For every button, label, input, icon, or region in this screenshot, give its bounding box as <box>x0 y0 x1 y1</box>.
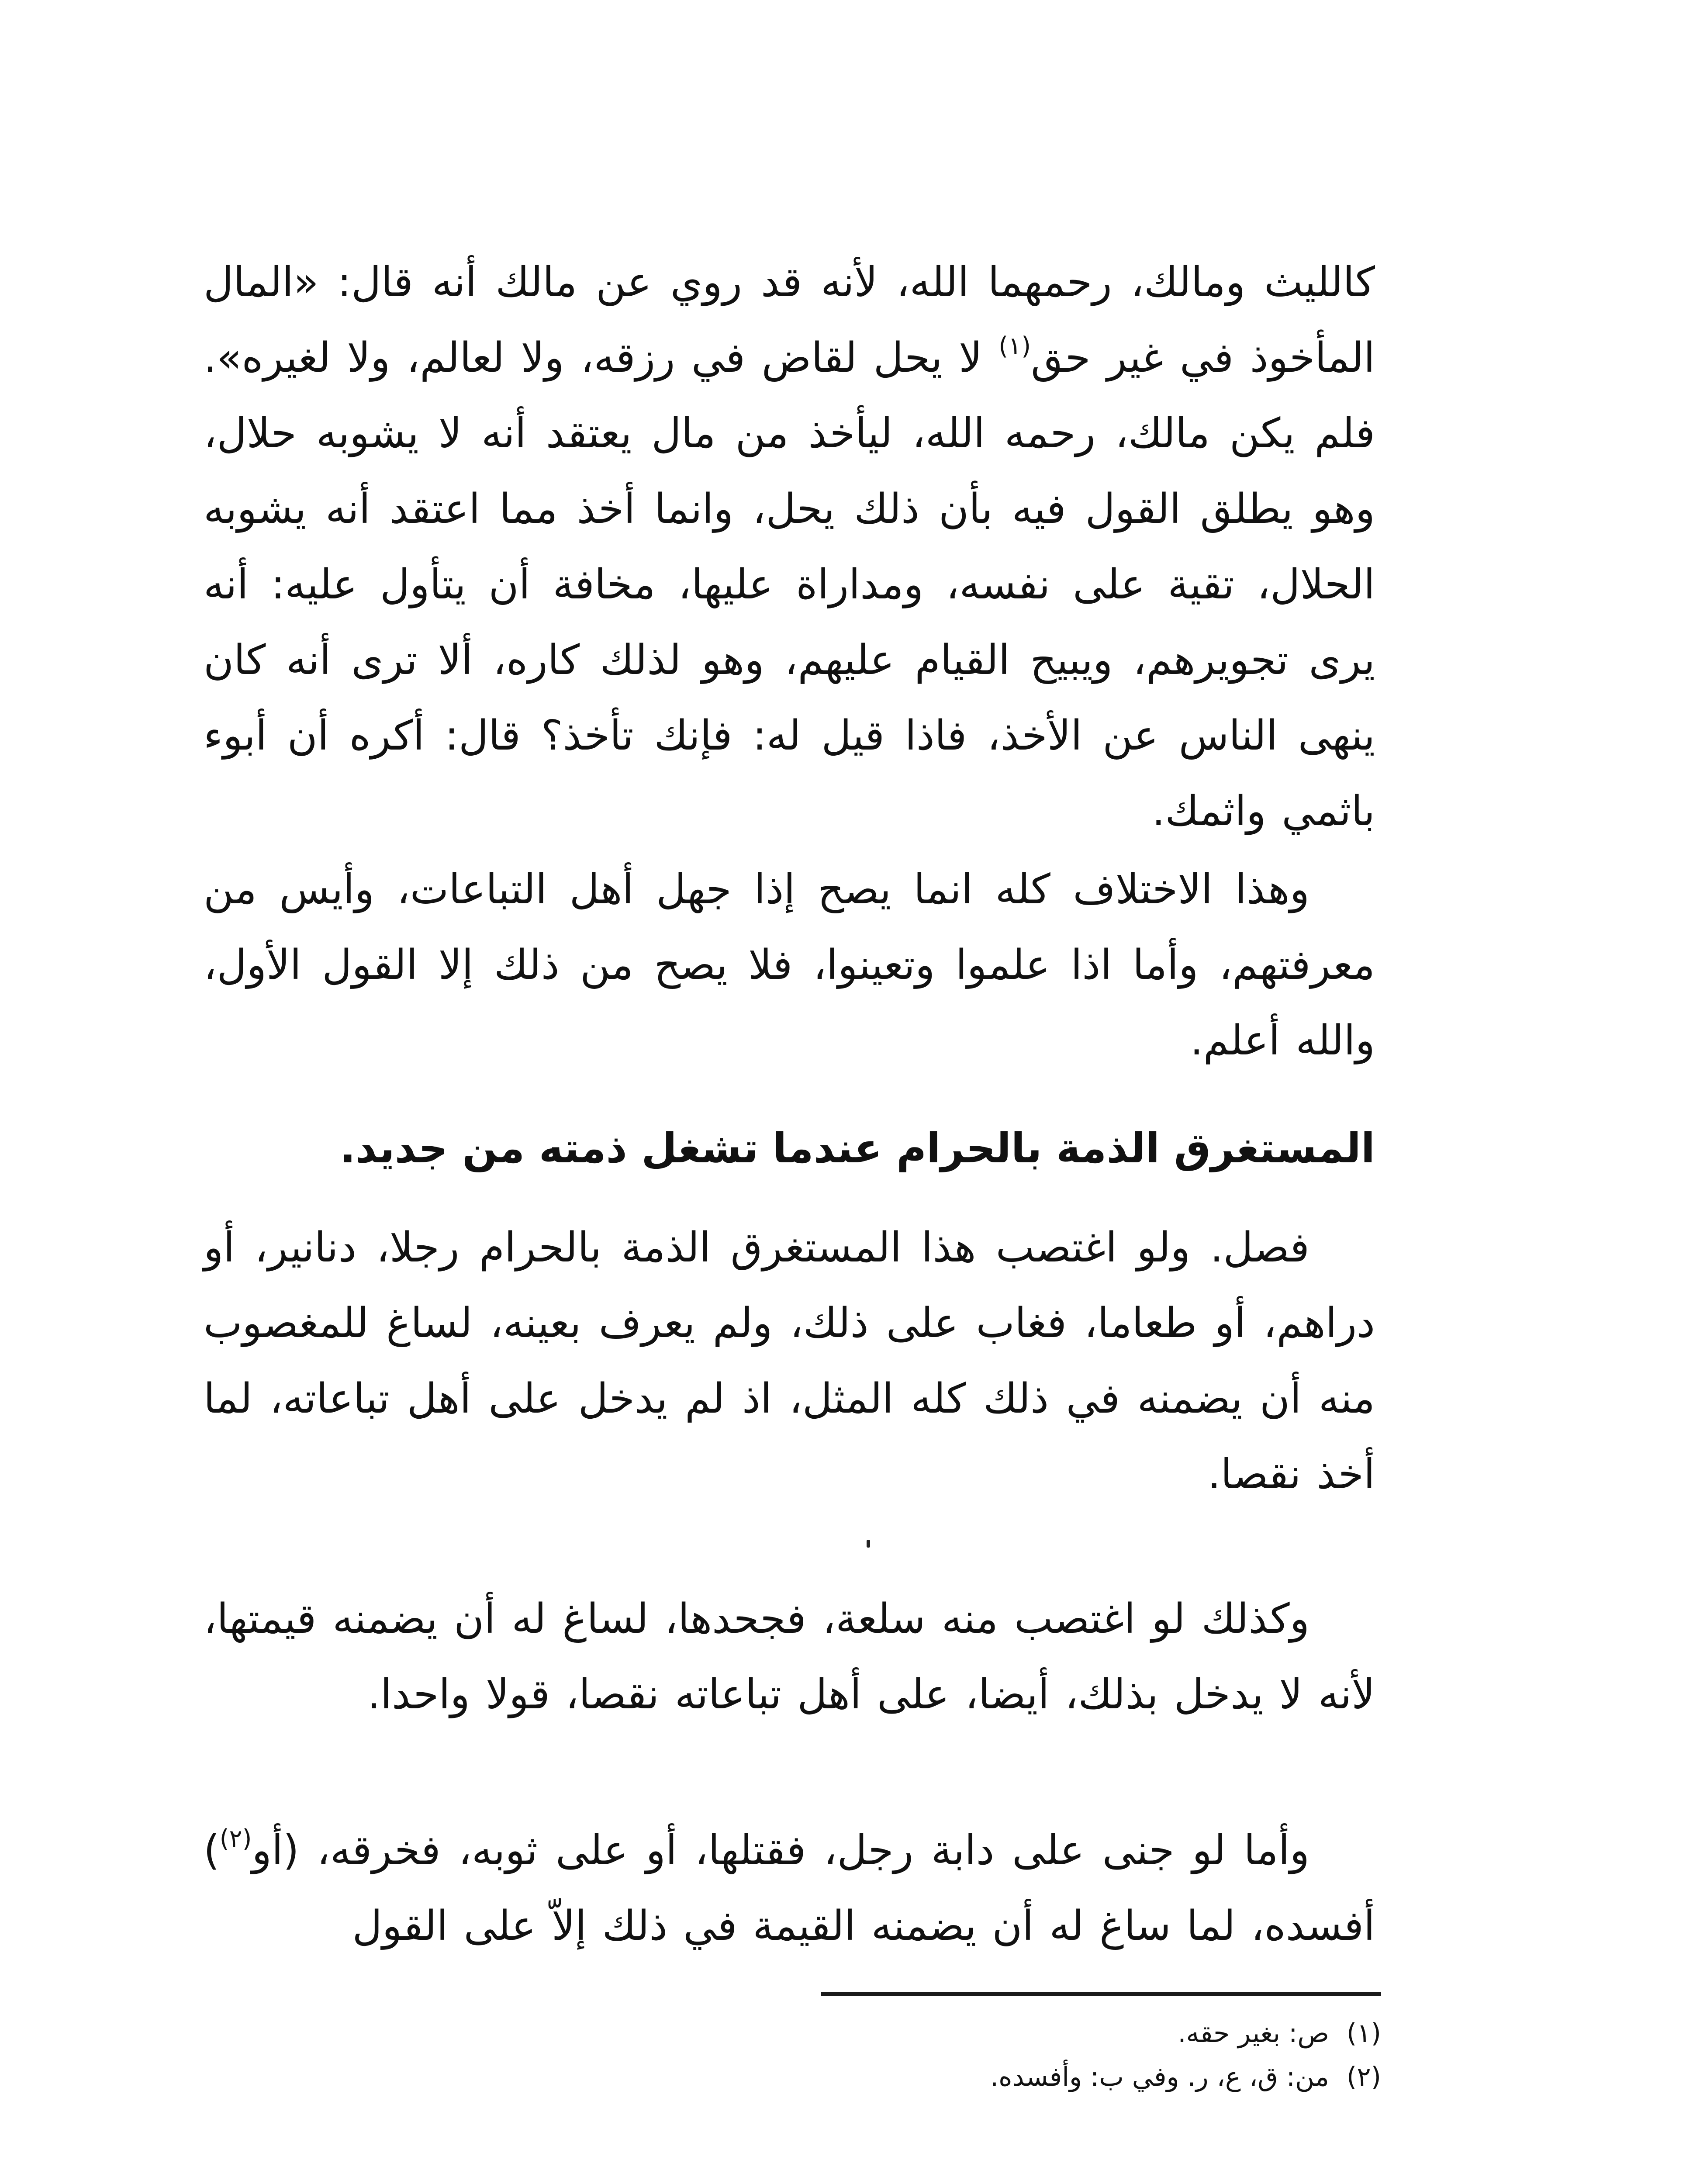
section-heading: المستغرق الذمة بالحرام عندما تشغل ذمته من جديد. <box>340 1125 1375 1172</box>
footnote-1-number: (١) <box>1346 2018 1381 2049</box>
paragraph-1 <box>204 245 1375 849</box>
paragraph-1-text <box>204 245 1375 849</box>
footnote-2-text: من: ق، ع، ر. وفي ب: وأفسده. <box>990 2062 1329 2092</box>
paragraph-5 <box>204 1813 1375 1964</box>
footnote-2 <box>655 2055 1381 2099</box>
paragraph-5-part-b: ) أفسده، لما ساغ له أن يضمنه القيمة في ذلك إلاّ على القول <box>204 1827 1375 1950</box>
footnote-ref-1: (١) <box>999 332 1031 360</box>
paragraph-1-part-b: لا يحل لقاض في رزقه، ولا لعالم، ولا لغيره». فلم يكن مالك، رحمه الله، ليأخذ من مال يعتقد أنه لا يشوبه حلال، وهو يطلق القول فيه بأن ذلك يحل، وانما أخذ مما اعتقد أنه يشوبه الحلال، تقية على نفسه، ومداراة عليها، مخافة أن يتأول عليه: أنه يرى تجويرهم، ويبيح القيام عليهم، وهو لذلك كاره، ألا ترى أنه كان ينهى الناس عن الأخذ، فاذا قيل له: فإنك تأخذ؟ قال: أكره أن أبوء باثمي واثمك. <box>204 334 1375 835</box>
paragraph-5-text <box>204 1813 1375 1964</box>
paragraph-3-text: فصل. ولو اغتصب هذا المستغرق الذمة بالحرام رجلا، دنانير، أو دراهم، أو طعاما، فغاب على ذلك، ولم يعرف بعينه، لساغ للمغصوب منه أن يضمنه في ذلك كله المثل، اذ لم يدخل على أهل تباعاته، لما أخذ نقصا. <box>204 1224 1375 1498</box>
paragraph-5-part-a: وأما لو جنى على دابة رجل، فقتلها، أو على ثوبه، فخرقه، (أو <box>252 1827 1309 1874</box>
paragraph-2 <box>204 852 1375 1078</box>
footnotes <box>655 2011 1381 2099</box>
paragraph-4-text: وكذلك لو اغتصب منه سلعة، فجحدها، لساغ له أن يضمنه قيمتها، لأنه لا يدخل بذلك، أيضا، على أهل تباعاته نقصا، قولا واحدا. <box>204 1595 1375 1718</box>
footnote-ref-2: (٢) <box>219 1825 252 1853</box>
scan-speck <box>867 1540 870 1548</box>
paragraph-4 <box>204 1581 1375 1732</box>
footnote-2-number: (٢) <box>1346 2062 1381 2092</box>
paragraph-3 <box>204 1210 1375 1512</box>
paragraph-1-part-a: كالليث ومالك، رحمهما الله، لأنه قد روي عن مالك أنه قال: «المال المأخوذ في غير حق <box>204 259 1375 382</box>
footnote-divider <box>821 1992 1381 1996</box>
paragraph-2-text: وهذا الاختلاف كله انما يصح إذا جهل أهل التباعات، وأيس من معرفتهم، وأما اذا علموا وتعينوا، فلا يصح من ذلك إلا القول الأول، والله أعلم. <box>204 866 1375 1064</box>
footnote-1 <box>655 2011 1381 2055</box>
footnote-1-text: ص: بغير حقه. <box>1178 2018 1329 2049</box>
